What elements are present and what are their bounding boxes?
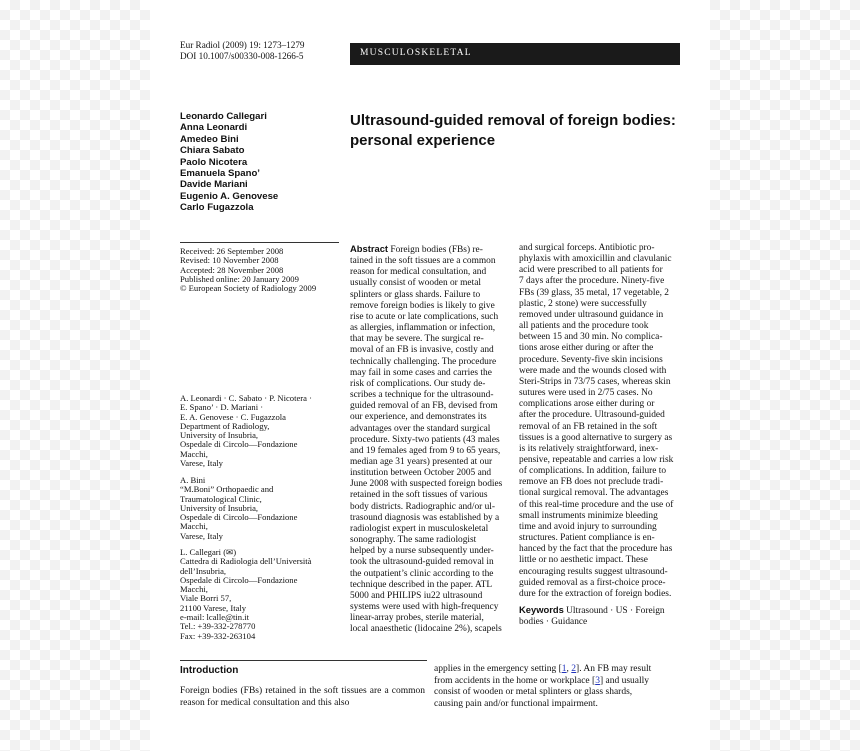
keywords-text: bodies · Guidance xyxy=(519,617,588,628)
introduction-text: Foreign bodies (FBs) retained in the soft tissues are a common reason for medical consultation and this also xyxy=(180,686,425,708)
date-published: Published online: 20 January 2009 xyxy=(180,273,299,284)
intro-line xyxy=(434,664,680,676)
abstract-line: little or no aesthetic impact. These xyxy=(519,555,648,566)
abstract-line: were made and the wounds closed with xyxy=(519,365,667,376)
abstract-line: FBs (39 glass, 35 metal, 17 vegetable, 2 xyxy=(519,287,669,298)
abstract-line: technique described in the paper. ATL xyxy=(350,579,493,590)
reference-link-2[interactable]: 2 xyxy=(571,664,577,674)
affiliation-line: Ospedale di Circolo—Fondazione xyxy=(180,574,298,585)
abstract-line: local anaesthetic (lidocaine 2%), scapels xyxy=(350,624,502,635)
abstract-line: splinters or glass shards. Failure to xyxy=(350,289,481,300)
intro-line xyxy=(434,676,680,688)
affiliation-line: E. Spano’ · D. Mariani · xyxy=(180,402,264,413)
abstract-line: after the procedure. Ultrasound-guided xyxy=(519,410,665,421)
abstract-heading: Abstract xyxy=(350,243,389,254)
abstract-line: Steri-Strips in 73/75 cases, whereas skin xyxy=(519,376,671,387)
text: ]. An FB may result xyxy=(576,664,652,674)
author: Davide Mariani xyxy=(180,179,248,191)
abstract-line: sonography. The same radiologist xyxy=(350,535,477,546)
abstract-line: is its relatively straightforward, inex- xyxy=(519,443,659,454)
abstract-line: tained in the soft tissues are a common xyxy=(350,256,496,267)
abstract-line: may fail in some cases and carries the xyxy=(350,367,492,378)
abstract-line: tions arose either during or after the xyxy=(519,343,654,354)
abstract-line: and surgical forceps. Antibiotic pro- xyxy=(519,243,655,253)
copyright: © European Society of Radiology 2009 xyxy=(180,283,317,294)
affiliation-line: Cattedra di Radiologia dell’Università xyxy=(180,556,312,567)
abstract-text: Foreign bodies (FBs) re- xyxy=(390,245,483,255)
abstract-line: between 15 and 30 min. No complica- xyxy=(519,332,663,343)
abstract-line: 7 days after the procedure. Ninety-five xyxy=(519,276,665,287)
abstract-line: procedure. Seventy-five skin incisions xyxy=(519,354,663,365)
article-title xyxy=(350,111,680,151)
text: ] and usually xyxy=(599,675,650,686)
abstract-line: advantages over the standard surgical xyxy=(350,423,491,434)
reference-link-3[interactable]: 3 xyxy=(595,675,600,686)
abstract-line: remove an FB does not preclude tradi- xyxy=(519,477,664,488)
affiliation-line: Ospedale di Circolo—Fondazione xyxy=(180,439,298,450)
abstract-line: took the ultrasound-guided removal in xyxy=(350,557,494,568)
reference-link-1[interactable]: 1 xyxy=(561,664,567,674)
author: Eugenio A. Genovese xyxy=(180,190,279,202)
abstract-line: and 19 females aged from 9 to 65 years, xyxy=(350,445,501,456)
affiliation-line: A. Bini xyxy=(180,475,206,485)
fax-line: Fax: +39-332-263104 xyxy=(180,630,256,641)
journal-doi: DOI 10.1007/s00330-008-1266-5 xyxy=(180,51,304,61)
abstract-line: all patients and the procedure took xyxy=(519,321,649,332)
abstract-line: small instruments minimize bleeding xyxy=(519,510,658,521)
abstract-line: encouraging results suggest ultrasound- xyxy=(519,566,668,577)
author: Amedeo Bini xyxy=(180,133,239,145)
section-rule xyxy=(180,660,427,661)
article-page xyxy=(150,0,710,751)
abstract-line: our experience, and demonstrates its xyxy=(350,412,487,423)
affiliation-block xyxy=(180,476,340,541)
affiliation-line: Ospedale di Circolo—Fondazione xyxy=(180,512,298,523)
keywords-text: Ultrasound · US · Foreign xyxy=(566,606,665,616)
affiliation-line: “M.Boni” Orthopaedic and xyxy=(180,484,274,495)
keywords-heading: Keywords xyxy=(519,604,564,615)
author: Carlo Fugazzola xyxy=(180,202,254,214)
abstract-line: tional surgical removal. The advantages xyxy=(519,488,669,499)
journal-header xyxy=(180,40,305,62)
abstract-lines xyxy=(350,256,512,635)
abstract-line: trasound diagnosis was established by a xyxy=(350,512,500,523)
abstract-line: sutures were used in 2/75 cases. No xyxy=(519,388,653,399)
affiliation-line: Traumatological Clinic, xyxy=(180,493,262,504)
author: Leonardo Callegari xyxy=(180,111,267,122)
affiliation-line: dell’Insubria, xyxy=(180,565,227,576)
telephone-line: Tel.: +39-332-278770 xyxy=(180,621,256,632)
abstract-line: technically challenging. The procedure xyxy=(350,356,497,367)
affiliation-line: Macchi, xyxy=(180,521,208,532)
author-list xyxy=(180,111,278,214)
text: from accidents in the home or workplace [ xyxy=(434,675,596,686)
divider xyxy=(180,242,339,243)
affiliation-line: University of Insubria, xyxy=(180,502,259,513)
abstract-line: median age 31 years) presented at our xyxy=(350,456,493,467)
abstract-line: as allergies, inflammation or infection, xyxy=(350,323,496,334)
journal-citation: Eur Radiol (2009) 19: 1273–1279 xyxy=(180,40,305,50)
text: applies in the emergency setting [ xyxy=(434,664,562,674)
abstract-line: dure for the extraction of foreign bodies. xyxy=(519,588,672,599)
abstract-line: moval of an FB is invasive, costly and xyxy=(350,345,494,356)
keywords xyxy=(519,604,681,617)
author: Paolo Nicotera xyxy=(180,156,248,168)
abstract-line: remove foreign bodies is likely to give xyxy=(350,300,495,311)
abstract-line: removed under ultrasound guidance in xyxy=(519,309,664,320)
abstract-line: systems were used with high-frequency xyxy=(350,602,499,612)
section-label: MUSCULOSKELETAL xyxy=(360,48,472,58)
affiliation-line: Macchi, xyxy=(180,584,208,595)
affiliation-block xyxy=(180,394,340,468)
title-line: Ultrasound-guided removal of foreign bodies: xyxy=(350,112,676,129)
abstract-line: hanced by the fact that the procedure has xyxy=(519,544,673,555)
abstract-line: 5000 and PHILIPS iu22 ultrasound xyxy=(350,590,483,601)
abstract-line: radiologist expert in musculoskeletal xyxy=(350,523,489,534)
abstract-line: June 2008 with suspected foreign bodies xyxy=(350,479,503,490)
section-banner xyxy=(350,43,680,65)
affiliation-line: A. Leonardi · C. Sabato · P. Nicotera · xyxy=(180,393,312,403)
author: Emanuela Spano’ xyxy=(180,168,260,180)
abstract-line: tissues is a good alternative to surgery as xyxy=(519,432,673,443)
affiliation-line: 21100 Varese, Italy xyxy=(180,602,247,613)
abstract-line: rise to acute or late complications, such xyxy=(350,311,499,322)
title-line: personal experience xyxy=(350,132,496,149)
abstract-line: retained in the soft tissues of various xyxy=(350,490,488,501)
abstract-line: time and avoid injury to surrounding xyxy=(519,521,657,532)
abstract-line: guided removal as a first-choice proce- xyxy=(519,577,666,588)
abstract-line: phylaxis with amoxicillin and clavulanic xyxy=(519,254,672,265)
abstract-line: helped by a nurse subsequently under- xyxy=(350,546,494,557)
abstract-line: guided removal of an FB, devised from xyxy=(350,401,498,412)
abstract-line: pensive, repeatable and carries a low risk xyxy=(519,454,674,465)
abstract-line: acid were prescribed to all patients for xyxy=(519,265,663,276)
affiliation-line: University of Insubria, xyxy=(180,430,259,441)
abstract-line: structures. Patient compliance is en- xyxy=(519,533,655,544)
abstract-lines xyxy=(519,243,681,600)
abstract-line: linear-array probes, sterile material, xyxy=(350,613,484,624)
affiliation-line: L. Callegari (✉) xyxy=(180,547,237,557)
abstract-first-line xyxy=(350,243,512,256)
introduction-heading: Introduction xyxy=(180,665,239,676)
abstract-line: that may be severe. The surgical re- xyxy=(350,334,484,345)
abstract-line: plastic, 2 stone) were successfully xyxy=(519,298,647,309)
email-line[interactable]: e-mail: lcalle@tin.it xyxy=(180,612,250,623)
abstract-column-2 xyxy=(519,243,681,628)
affiliation-line: Varese, Italy xyxy=(180,458,223,469)
affiliation-line: E. A. Genovese · C. Fugazzola xyxy=(180,411,286,422)
introduction-text-right xyxy=(434,664,680,710)
text: , xyxy=(566,664,572,674)
abstract-line: removal of an FB retained in the soft xyxy=(519,421,658,432)
abstract-line: body districts. Radiographic and/or ul- xyxy=(350,501,496,512)
intro-line: consist of wooden or metal splinters or glass shards, xyxy=(434,687,633,697)
author: Chiara Sabato xyxy=(180,145,245,157)
abstract-line: usually consist of wooden or metal xyxy=(350,278,481,289)
affiliation-line: Macchi, xyxy=(180,448,208,459)
affiliation-line: Viale Borri 57, xyxy=(180,593,232,604)
date-received: Received: 26 September 2008 xyxy=(180,246,284,256)
abstract-line: complications arose either during or xyxy=(519,399,655,410)
abstract-line: scribes a technique for the ultrasound- xyxy=(350,390,494,401)
corresponding-author-block xyxy=(180,548,340,641)
abstract-column-1 xyxy=(350,243,512,635)
date-revised: Revised: 10 November 2008 xyxy=(180,255,279,266)
abstract-line: of this real-time procedure and the use of xyxy=(519,499,674,510)
abstract-line: of complications. In addition, failure to xyxy=(519,466,667,477)
abstract-line: the outpatient’s clinic according to the xyxy=(350,568,494,579)
publication-dates xyxy=(180,247,316,293)
abstract-line: risk of complications. Our study de- xyxy=(350,378,486,389)
date-accepted: Accepted: 28 November 2008 xyxy=(180,264,284,275)
affiliation-line: Varese, Italy xyxy=(180,530,223,541)
intro-line: causing pain and/or functional impairment. xyxy=(434,698,598,709)
author: Anna Leonardi xyxy=(180,122,248,134)
abstract-line: institution between October 2005 and xyxy=(350,468,492,479)
abstract-line: procedure. Sixty-two patients (43 males xyxy=(350,434,500,445)
abstract-line: reason for medical consultation, and xyxy=(350,267,487,278)
affiliation-line: Department of Radiology, xyxy=(180,420,270,431)
